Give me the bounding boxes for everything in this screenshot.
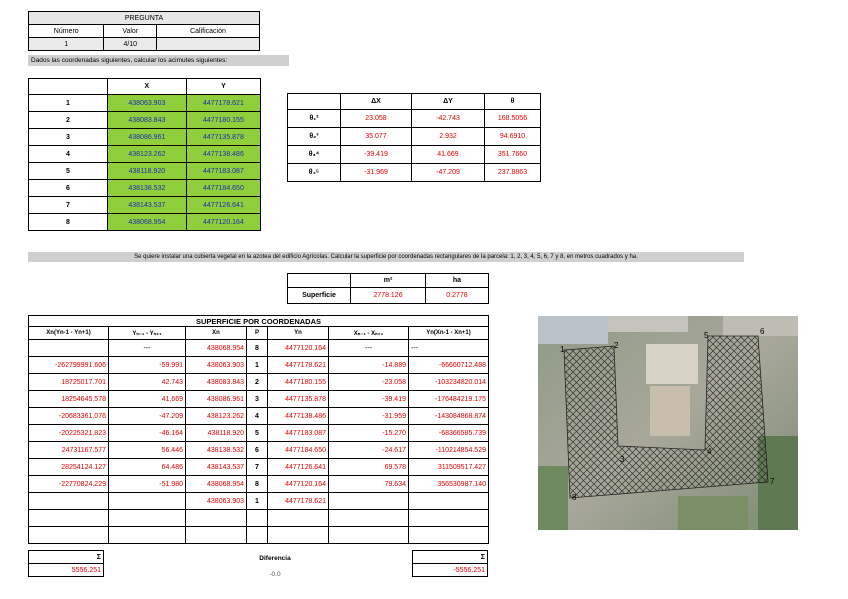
coords-header-x: X [107, 79, 186, 95]
spc-cell: 4477178.621 [268, 357, 329, 374]
spc-cell [268, 527, 329, 544]
spc-cell: 1 [247, 357, 268, 374]
spc-cell: 438123.262 [186, 408, 247, 425]
point-id: 7 [29, 197, 108, 214]
coord-x[interactable]: 438068.954 [107, 214, 186, 231]
surface-table [287, 273, 489, 304]
instruction-band: Dados las coordenadas siguientes, calcular los acimutes siguientes: [28, 55, 289, 66]
azimut-theta: 351.7660 [485, 146, 541, 164]
spc-cell: 8 [247, 340, 268, 357]
azimut-table [287, 93, 541, 182]
spc-cell: -15.270 [329, 425, 409, 442]
coord-y[interactable]: 4477180.155 [186, 112, 260, 129]
pregunta-table [28, 11, 260, 51]
coord-y[interactable]: 4477135.878 [186, 129, 260, 146]
surface-m2: 2778.126 [351, 288, 426, 304]
azimut-dy: 2.932 [412, 128, 485, 146]
spc-cell [109, 493, 186, 510]
spc-cell: 28254124.127 [29, 459, 109, 476]
spc-header: Yn [268, 327, 329, 340]
spc-cell: -176484219.175 [409, 391, 489, 408]
pregunta-header: Valor [104, 25, 157, 38]
sum-right-box [412, 550, 488, 577]
spc-cell: -47.209 [109, 408, 186, 425]
vertex-label: 8 [572, 493, 577, 502]
spc-cell: 64.486 [109, 459, 186, 476]
spc-cell: 24731167.577 [29, 442, 109, 459]
coord-x[interactable]: 438063.903 [107, 95, 186, 112]
map-trees [678, 496, 748, 530]
coord-y[interactable]: 4477126.641 [186, 197, 260, 214]
spc-cell: 4477178.621 [268, 493, 329, 510]
coords-table [28, 78, 261, 231]
spc-cell: -59.991 [109, 357, 186, 374]
spc-cell: 7 [247, 459, 268, 476]
spc-header: Xn [186, 327, 247, 340]
spc-header: P [247, 327, 268, 340]
azimut-theta: 94.6910 [485, 128, 541, 146]
spc-cell: 41.669 [109, 391, 186, 408]
spc-cell: -110214854.529 [409, 442, 489, 459]
spc-cell: 4477184.650 [268, 442, 329, 459]
spc-cell: 438068.954 [186, 340, 247, 357]
azimut-dy: 41.669 [412, 146, 485, 164]
azimut-dy: -42.743 [412, 110, 485, 128]
azimut-header [288, 94, 341, 110]
spc-title: SUPERFICIE POR COORDENADAS [29, 316, 489, 327]
spc-header: Xn(Yn-1 - Yn+1) [29, 327, 109, 340]
point-id: 5 [29, 163, 108, 180]
spc-cell: -143084868.874 [409, 408, 489, 425]
spc-cell [29, 340, 109, 357]
spc-cell: --- [329, 340, 409, 357]
spc-cell: 1 [247, 493, 268, 510]
coord-y[interactable]: 4477178.621 [186, 95, 260, 112]
spc-cell [186, 510, 247, 527]
map-building [646, 344, 698, 384]
spc-cell [268, 510, 329, 527]
spc-cell [409, 527, 489, 544]
coord-x[interactable]: 438083.843 [107, 112, 186, 129]
point-id: 2 [29, 112, 108, 129]
diferencia-label: Diferencia [259, 555, 291, 562]
sum-left-value: 5556.251 [29, 564, 104, 577]
vertex-label: 6 [760, 327, 765, 336]
spc-cell: -14.889 [329, 357, 409, 374]
spc-cell: 79.634 [329, 476, 409, 493]
azimut-header-dy: ΔY [412, 94, 485, 110]
spc-cell: 4 [247, 408, 268, 425]
spc-cell: 438063.903 [186, 357, 247, 374]
coord-x[interactable]: 438138.532 [107, 180, 186, 197]
coord-x[interactable]: 438118.920 [107, 163, 186, 180]
spc-cell [409, 510, 489, 527]
spc-cell: 5 [247, 425, 268, 442]
spc-header: Yn(Xn-1 - Xn+1) [409, 327, 489, 340]
spc-cell [409, 493, 489, 510]
pregunta-calificacion[interactable] [157, 38, 260, 51]
vertex-label: 7 [770, 477, 775, 486]
spc-cell: 6 [247, 442, 268, 459]
vertex-label: 1 [560, 345, 565, 354]
spc-cell: 2 [247, 374, 268, 391]
azimut-label: θ₂³ [288, 128, 341, 146]
point-id: 4 [29, 146, 108, 163]
azimut-label: θ₃⁴ [288, 146, 341, 164]
spc-cell: -68366585.739 [409, 425, 489, 442]
azimut-label: θ₄⁵ [288, 164, 341, 182]
spc-cell: 438083.843 [186, 374, 247, 391]
azimut-header-dx: ΔX [341, 94, 412, 110]
spc-cell: 438143.537 [186, 459, 247, 476]
spc-cell [29, 493, 109, 510]
spc-cell: -51.980 [109, 476, 186, 493]
azimut-theta: 168.5056 [485, 110, 541, 128]
spc-cell [247, 527, 268, 544]
surface-ha: 0.2778 [426, 288, 489, 304]
coord-y[interactable]: 4477138.486 [186, 146, 260, 163]
spc-cell: 8 [247, 476, 268, 493]
sum-right-value: -5556.251 [413, 564, 488, 577]
sum-left-box [28, 550, 104, 577]
spc-cell: 438118.920 [186, 425, 247, 442]
spc-cell: --- [409, 340, 489, 357]
spc-cell: -22770824.229 [29, 476, 109, 493]
coord-x[interactable]: 438143.537 [107, 197, 186, 214]
point-id: 8 [29, 214, 108, 231]
coord-x[interactable]: 438086.961 [107, 129, 186, 146]
point-id: 6 [29, 180, 108, 197]
coord-x[interactable]: 438123.262 [107, 146, 186, 163]
map-building [538, 316, 608, 344]
vertex-label: 5 [704, 331, 709, 340]
spc-cell [186, 527, 247, 544]
spc-cell: 311509517.427 [409, 459, 489, 476]
spc-cell: -262799991.606 [29, 357, 109, 374]
spc-cell: -23.058 [329, 374, 409, 391]
azimut-dx: 35.077 [341, 128, 412, 146]
spc-cell: -24.617 [329, 442, 409, 459]
azimut-dx: -39.419 [341, 146, 412, 164]
point-id: 1 [29, 95, 108, 112]
statement-band: Se quiere instalar una cubierta vegetal en la azotea del edificio Agrícolas. Calcular la superficie por coordenadas rectangulares de la parcela: 1, 2, 3, 4, 5, 6, 7 y 8, en metros cuadrados y ha. [28, 252, 744, 262]
spc-cell: -103234820.014 [409, 374, 489, 391]
spc-cell [109, 510, 186, 527]
spc-cell [329, 493, 409, 510]
map-building [650, 386, 690, 436]
vertex-label: 4 [707, 447, 712, 456]
surface-label: Superficie [288, 288, 351, 304]
spc-cell: 4477126.641 [268, 459, 329, 476]
azimut-dx: -31.969 [341, 164, 412, 182]
spc-header: Yₙ₋₁ - Yₙ₊₁ [109, 327, 186, 340]
spc-cell: -66660712.488 [409, 357, 489, 374]
surface-header [288, 274, 351, 288]
spc-cell: 42.743 [109, 374, 186, 391]
coord-y[interactable]: 4477120.164 [186, 214, 260, 231]
pregunta-header: Número [29, 25, 104, 38]
azimut-header-theta: θ [485, 94, 541, 110]
azimut-theta: 237.8863 [485, 164, 541, 182]
spc-cell [109, 527, 186, 544]
spc-cell: 4477138.486 [268, 408, 329, 425]
vertex-label: 2 [614, 341, 619, 350]
spc-cell: 4477120.164 [268, 340, 329, 357]
spc-cell: -31.959 [329, 408, 409, 425]
spc-cell: --- [109, 340, 186, 357]
vertex-label: 3 [620, 455, 625, 464]
spc-cell: 4477120.164 [268, 476, 329, 493]
coord-y[interactable]: 4477184.650 [186, 180, 260, 197]
sigma-label: Σ [413, 551, 488, 564]
spc-cell: 3 [247, 391, 268, 408]
spc-cell: -46.164 [109, 425, 186, 442]
spc-cell: -20225321.823 [29, 425, 109, 442]
coord-y[interactable]: 4477183.087 [186, 163, 260, 180]
pregunta-valor: 4/10 [104, 38, 157, 51]
spc-header: Xₙ₋₁ - Xₙ₊₁ [329, 327, 409, 340]
pregunta-title: PREGUNTA [29, 12, 260, 25]
spc-cell: 4477135.878 [268, 391, 329, 408]
coords-header [29, 79, 108, 95]
map-trees [538, 466, 568, 530]
spc-cell: -20683361.076 [29, 408, 109, 425]
pregunta-numero: 1 [29, 38, 104, 51]
spc-cell: 438068.954 [186, 476, 247, 493]
spc-cell: -39.419 [329, 391, 409, 408]
spc-cell [29, 527, 109, 544]
spc-table [28, 315, 489, 544]
spc-cell: 356530987.140 [409, 476, 489, 493]
surface-header-ha: ha [426, 274, 489, 288]
coords-header-y: Y [186, 79, 260, 95]
aerial-map [538, 316, 798, 530]
diferencia-value: -0.0 [269, 571, 281, 578]
azimut-dy: -47.209 [412, 164, 485, 182]
spc-cell: 4477183.087 [268, 425, 329, 442]
azimut-label: θ₁² [288, 110, 341, 128]
azimut-dx: 23.058 [341, 110, 412, 128]
spc-cell: 438063.903 [186, 493, 247, 510]
spc-cell: 56.446 [109, 442, 186, 459]
point-id: 3 [29, 129, 108, 146]
spc-cell: 438086.961 [186, 391, 247, 408]
surface-header-m2: m² [351, 274, 426, 288]
pregunta-header: Calificación [157, 25, 260, 38]
spc-cell [329, 510, 409, 527]
spc-cell: 18254645.578 [29, 391, 109, 408]
spc-cell: 438138.532 [186, 442, 247, 459]
map-building [608, 316, 688, 332]
spc-cell: 69.578 [329, 459, 409, 476]
spc-cell [329, 527, 409, 544]
spc-cell: 4477180.155 [268, 374, 329, 391]
sigma-label: Σ [29, 551, 104, 564]
spc-cell [29, 510, 109, 527]
spc-cell: 18725017.701 [29, 374, 109, 391]
spc-cell [247, 510, 268, 527]
